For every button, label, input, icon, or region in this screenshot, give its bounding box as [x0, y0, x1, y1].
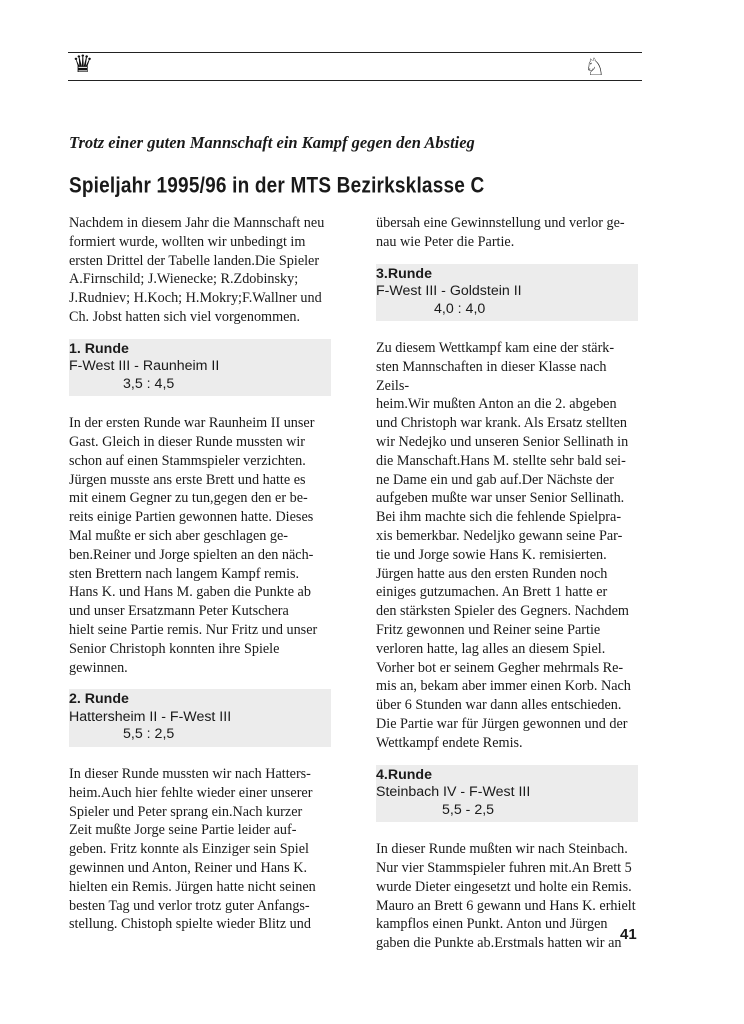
round-1-paragraph: In der ersten Runde war Raunheim II unser Gast. Gleich in dieser Runde mussten wir schon auf einen Stammspieler verzichten. Jürgen musste ans erste Brett und hatte es mit einem Gegner zu tun,gegen den er be- reits einige Partien gewonnen hatte. Dieses Mal mußte er sich aber geschlagen ge- ben.Reiner und Jorge spielten an den näch- sten Brettern nach langem Kampf remis. Hans K. und Hans M. gaben die Punkte ab und unser Ersatzmann Peter Kutschera hielt seine Partie remis. Nur Fritz und unser Senior Christoph konnten ihre Spiele gewinnen.	[69, 415, 318, 676]
round-4-box	[376, 765, 638, 823]
round-1-score: 3,5 : 4,5	[123, 375, 175, 392]
round-4-paragraph: In dieser Runde mußten wir nach Steinbach. Nur vier Stammspieler fuhren mit.An Brett 5 wurde Dieter eingesetzt und holte ein Remis. Mauro an Brett 6 gewann und Hans K. erhielt kampflos einen Punkt. Anton und Jürgen gaben die Punkte ab.Erstmals hatten wir an	[376, 841, 636, 952]
round-1-match: F-West III - Raunheim II	[69, 358, 220, 375]
round-3-match: F-West III - Goldstein II	[376, 283, 522, 300]
article-title: Spieljahr 1995/96 in der MTS Bezirksklasse C	[69, 174, 485, 199]
round-3-heading: 3.Runde	[376, 265, 432, 282]
round-2-match: Hattersheim II - F-West III	[69, 708, 232, 725]
round-3-score: 4,0 : 4,0	[434, 300, 486, 317]
round-1-box	[69, 339, 331, 397]
left-column	[69, 214, 339, 934]
right-column	[376, 214, 646, 953]
round-2-paragraph: In dieser Runde mussten wir nach Hatters- heim.Auch hier fehlte wieder einer unserer Spieler und Peter sprang ein.Nach kurzer Zeit mußte Jorge seine Partie leider auf- geben. Fritz konnte als Einziger sein Spiel gewinnen und Anton, Reiner und Hans K. hielten ein Remis. Jürgen hatte nicht seinen besten Tag und verlor trotz guter Anfangs- stellung. Chistoph spielte wieder Blitz und	[69, 765, 316, 933]
continuation-paragraph: übersah eine Gewinnstellung und verlor ge- nau wie Peter die Partie.	[376, 215, 625, 250]
round-1-heading: 1. Runde	[69, 340, 129, 357]
intro-paragraph: Nachdem in diesem Jahr die Mannschaft neu formiert wurde, wollten wir unbedingt im ersten Drittel der Tabelle landen.Die Spieler A.Firnschild; J.Wienecke; R.Zdobinsky; J.Rudniev; H.Koch; H.Mokry;F.Wallner und Ch. Jobst hatten sich viel vorgenommen.	[69, 215, 325, 325]
header-top-rule	[68, 52, 642, 53]
round-4-match: Steinbach IV - F-West III	[376, 784, 531, 801]
header-bottom-rule	[68, 80, 642, 81]
round-3-paragraph: Zu diesem Wettkampf kam eine der stärk- sten Mannschaften in dieser Klasse nach Zeils- heim.Wir mußten Anton an die 2. abgeben und Christoph war krank. Als Ersatz stellten wir Nedejko und unseren Senior Sellinath in die Manschaft.Hans M. stellte sehr bald sei- ne Dame ein und gab auf.Der Nächste der aufgeben mußte war unser Senior Sellinath. Bei ihm machte sich die fehlende Spielpra- xis bemerkbar. Nedeljko gewann seine Par- tie und Jorge sowie Hans K. remisierten. Jürgen hatte aus den ersten Runden noch einiges gutzumachen. An Brett 1 hatte er den stärksten Spieler des Gegners. Nachdem Fritz gewonnen und Reiner seine Partie verloren hatte, lag alles an diesem Spiel. Vorher bot er seinem Gegher mehrmals Re- mis an, bekam aber immer einen Korb. Nach über 6 Stunden war dann alles entschieden. Die Partie war für Jürgen gewonnen und der Wettkampf endete Remis.	[376, 340, 631, 751]
round-4-heading: 4.Runde	[376, 766, 432, 783]
round-3-box	[376, 264, 638, 322]
page-number: 41	[620, 926, 637, 943]
knight-icon: ♘	[584, 55, 606, 81]
article-subtitle: Trotz einer guten Mannschaft ein Kampf gegen den Abstieg	[69, 133, 475, 152]
crown-icon: ♛	[72, 52, 94, 78]
round-2-box	[69, 689, 331, 747]
round-2-heading: 2. Runde	[69, 691, 129, 708]
round-2-score: 5,5 : 2,5	[123, 726, 175, 743]
round-4-score: 5,5 - 2,5	[442, 801, 495, 818]
